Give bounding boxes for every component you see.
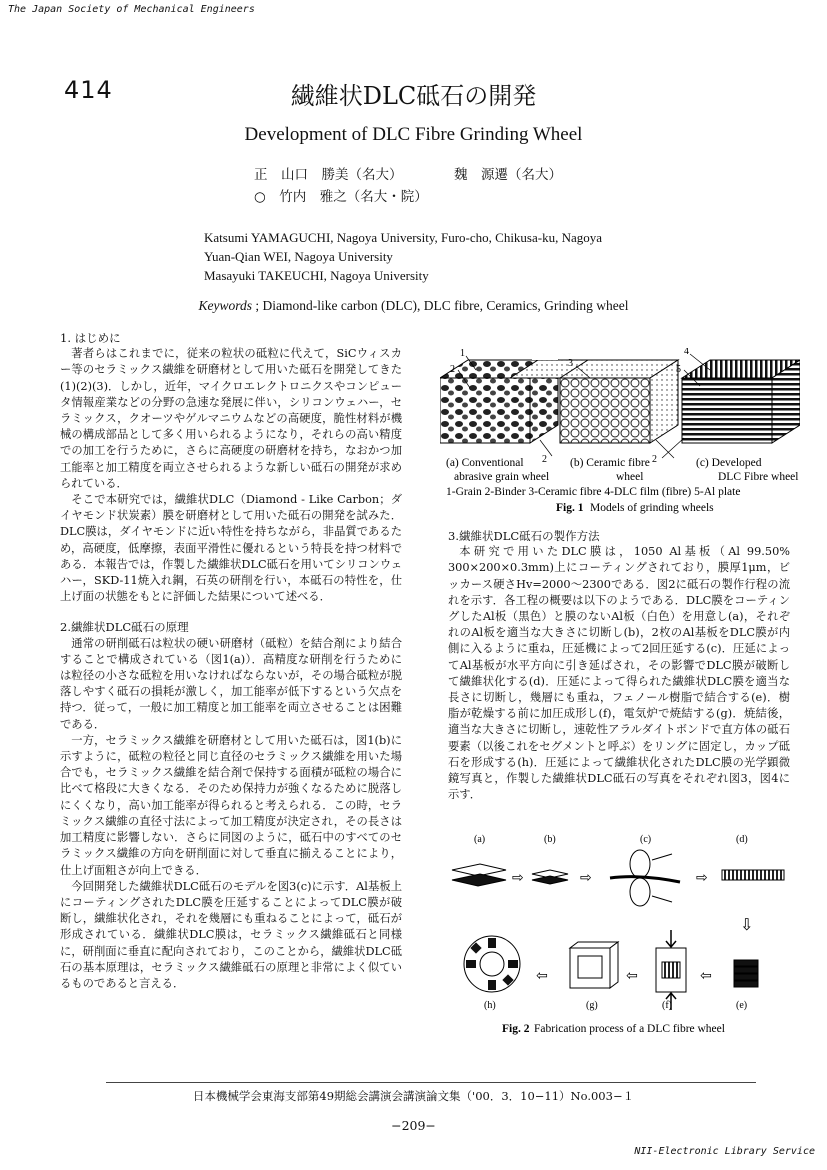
fig2-rolling-mill (610, 850, 680, 906)
fig1-label-dlc-film: 4 (684, 348, 689, 357)
fig1-sub-c2: DLC Fibre wheel (718, 471, 799, 483)
keywords-label: Keywords (198, 298, 253, 313)
fig2-step-f: (f) (662, 1000, 672, 1011)
fig1-sub-b2: wheel (616, 471, 644, 483)
arrow-right-icon: ⇨ (696, 870, 708, 886)
fig2-step-a: (a) (474, 834, 486, 845)
affiliation-line: Masayuki TAKEUCHI, Nagoya University (204, 268, 429, 283)
section-3-paragraph-1: 本研究で用いたDLC膜は，1050 Al基板（Al 99.50% 300×200×0.3mm)上にコーティングされており，膜厚1μm，ビッカース硬さHv=2000～2300である．図2に砥石の製作行程の流れを示す．各工程の概要は以下のようである．DLC膜をコーティングしたAl板（黒色）と膜のないAl板（白色）を用意し(a)，それぞれのAl板を適当な大きさに切断し(b)，2枚のAl基板をDLC膜が内側に入るように重ね，圧延機によって2回圧延する(c)．圧延によってAl基板が水平方向に引き延ばされ，その影響でDLC膜が破断して繊維状化する(d)．圧延によって得られた繊維状DLC膜を適当な長さに切断し，幾層にも重ね，フェノール樹脂で結合する(e)．樹脂が乾燥する前に加圧成形し(f)，電気炉で焼結する(g)．焼結後，適当な大きさに切断し，速乾性アラルダイトボンドで直方体の砥石要素（以後これをセグメントと呼ぶ）をリングに固定し，カップ砥石を形成する(h)．圧延によって繊維状化されたDLC膜の光学顕微鏡写真と，作製した繊維状DLC砥石の写真をそれぞれ図3，図4に示す． (448, 545, 802, 802)
fig1-sub-a: (a) Conventional (446, 457, 524, 469)
right-column (448, 528, 802, 803)
section-2-heading: 2.繊維状DLC砥石の原理 (60, 620, 189, 635)
fig2-cup-wheel (464, 936, 520, 992)
header-organization: The Japan Society of Mechanical Engineers (8, 4, 255, 15)
figure-2-fabrication-process (440, 830, 800, 1040)
author-list (254, 164, 562, 208)
model-c-block (682, 360, 800, 443)
paper-number: 414 (64, 76, 113, 104)
fig1-caption-label: Fig. 1 (556, 502, 584, 514)
fig1-label-al-plate: 5 (676, 364, 681, 375)
fig2-press (656, 930, 686, 1010)
fig2-step-c: (c) (640, 834, 652, 845)
fig2-stack (734, 960, 758, 987)
fig1-label-ceramic-fibre: 3 (568, 358, 573, 369)
author-takeuchi: ○ 竹内 雅之（名大・院） (254, 189, 428, 205)
fig1-label-binder: 2 (652, 454, 657, 465)
footer-divider (106, 1082, 756, 1083)
left-column (60, 330, 402, 992)
affiliation-line: Katsumi YAMAGUCHI, Nagoya University, Furo-cho, Chikusa-ku, Nagoya (204, 230, 603, 245)
arrow-right-icon: ⇨ (512, 870, 524, 886)
model-b-front (560, 360, 678, 443)
arrow-left-icon: ⇦ (626, 968, 638, 984)
fig2-step-h: (h) (484, 1000, 496, 1011)
fig2-step-b: (b) (544, 834, 556, 845)
fig1-caption-text: Models of grinding wheels (590, 502, 714, 514)
fig1-label-grain: 1 (460, 348, 465, 359)
footer-organization: NII-Electronic Library Service (634, 1146, 815, 1157)
section-1-paragraph-1: 著者らはこれまでに，従来の粒状の砥粒に代えて，SiCウィスカー等のセラミックス繊維を研磨材として用いた砥石を開発してきた(1)(2)(3)．しかし，近年，マイクロエレクトロニクスやコンピュータ情報産業などの分野の急速な発展に伴い，シリコンウェハー，セラミックス，クオーツやゲルマニウムなどの高硬度，脆性材料が機械の構成部品として多く用いられるようになり，それらの高い精度での加工を行うために，さらに高硬度の研磨材を持ち，なおかつ加工能率と加工精度を両立させられるような新しい砥石の開発が求められている． (60, 347, 402, 490)
keywords-text: ; Diamond-like carbon (DLC), DLC fibre, Ceramics, Grinding wheel (252, 298, 629, 313)
section-1-paragraph-2: そこで本研究では，繊維状DLC（Diamond - Like Carbon；ダイヤモンド状炭素）膜を研磨材として用いた砥石の開発を試みた．DLC膜は，ダイヤモンドに近い特性を持ちながら，非晶質であるため，高硬度，低摩擦，表面平滑性に優れるという特長を持つ材料である．本報告では，作製した繊維状DLC砥石を用いてシリコンウェハー，SKD-11焼入れ鋼，石英の研削を行い，本砥石の特性を，仕上げ面の状態をもとに評価した結果について述べる． (60, 493, 402, 604)
section-2-paragraph-2: 一方，セラミックス繊維を研磨材として用いた砥石は，図1(b)に示すように，砥粒の粒径と同じ直径のセラミックス繊維を用いた場合でも，セラミックス繊維を結合剤で保持する面積が砥粒の場合に比べて格段に大きくなる．そのため保持力が強くなるために脱落しにくくなり，高い加工能率が得られると考えられる．この時，セラミックス繊維の直径寸法によって加工精度が決定され，その長さは加工精度に影響しない．さらに同図のように，砥石中のすべてのセラミックス繊維の方向を研削面に対して垂直に揃えることにより，仕上げ面粗さが向上できる． (60, 733, 402, 877)
author-yamaguchi: 正 山口 勝美（名大） (254, 167, 403, 183)
fig1-legend: 1-Grain 2-Binder 3-Ceramic fibre 4-DLC film (fibre) 5-Al plate (446, 486, 741, 498)
proceedings-footer: 日本機械学会東海支部第49期総会講演会講演論文集（'00．3．10−11）No.003−１ (192, 1089, 635, 1103)
section-2-paragraph-1: 通常の研削砥石は粒状の硬い研磨材（砥粒）を結合剤により結合することで構成されている（図1(a)）．高精度な研削を行うためには粒径の小さな砥粒を用いなければならないが，その場合砥粒が脱落しやすく砥石の損耗が激しく，加工能率が低下するという欠点を持つ．従って，一般に加工精度と加工能率を両立させることは困難である． (60, 636, 402, 731)
fig2-step-e: (e) (736, 1000, 748, 1011)
arrow-right-icon: ⇨ (580, 870, 592, 886)
title-english: Development of DLC Fibre Grinding Wheel (244, 124, 583, 145)
fig2-caption-label: Fig. 2 (502, 1023, 530, 1035)
fig2-fibred-strip (722, 870, 784, 880)
keywords (0, 298, 827, 314)
fig1-sub-c: (c) Developed (696, 457, 762, 469)
affiliation-line: Yuan-Qian WEI, Nagoya University (204, 249, 393, 264)
figure-1-models (440, 348, 800, 518)
fig1-sub-a2: abrasive grain wheel (454, 471, 550, 483)
section-1-heading: 1. はじめに (60, 331, 121, 345)
fig1-label-binder: 2 (542, 454, 547, 465)
page-number: −209− (391, 1118, 436, 1133)
fig2-electric-furnace (570, 942, 618, 988)
fig2-plates-a (452, 864, 506, 886)
title-japanese: 繊維状DLC砥石の開発 (290, 82, 537, 110)
fig2-caption-text: Fabrication process of a DLC fibre wheel (534, 1023, 725, 1035)
arrow-down-icon: ⇩ (740, 915, 754, 934)
fig2-step-d: (d) (736, 834, 748, 845)
author-wei: 魏 源遷（名大） (454, 167, 562, 183)
section-2-paragraph-3: 今回開発した繊維状DLC砥石のモデルを図3(c)に示す．Al基板上にコーティングされたDLC膜を圧延することによってDLC膜が破断し，繊維状化され，それを幾層にも重ねることによって，砥石が形成されている．繊維状DLC膜は，セラミックス繊維砥石と同様に，研削面に垂直に配向されており，このことから，繊維状DLC砥石の基本原理は，セラミックス繊維砥石の原理と非常によく似ているものであると言える． (60, 879, 402, 990)
arrow-left-icon: ⇦ (536, 968, 548, 984)
fig2-step-g: (g) (586, 1000, 598, 1011)
affiliations (204, 228, 602, 285)
fig1-sub-b: (b) Ceramic fibre (570, 457, 650, 469)
section-3-heading: 3.繊維状DLC砥石の製作方法 (448, 529, 600, 543)
arrow-left-icon: ⇦ (700, 968, 712, 984)
fig2-plates-b (532, 870, 568, 884)
fig1-label-binder: 2 (450, 364, 455, 375)
